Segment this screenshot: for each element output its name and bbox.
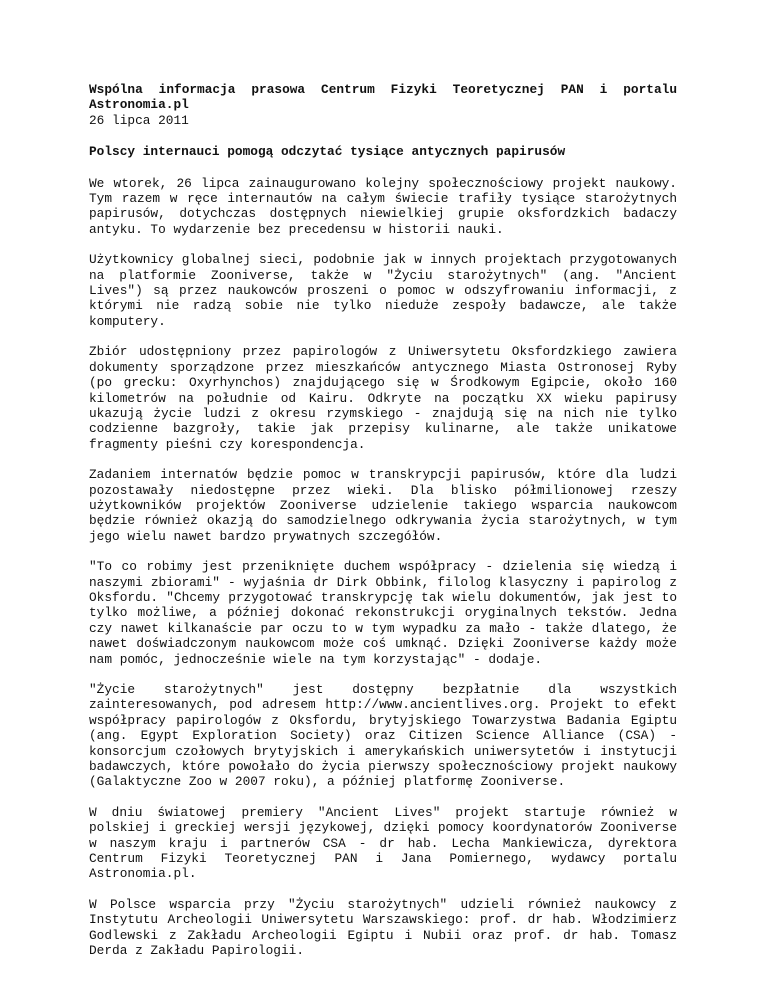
article-headline: Polscy internauci pomogą odczytać tysiące antycznych papirusów bbox=[89, 144, 566, 160]
paragraph-8: W Polsce wsparcia przy "Życiu starożytnych" udzieli również naukowcy z Instytutu Archeologii Uniwersytetu Warszawskiego: prof. dr hab. Włodzimierz Godlewski z Zakładu Archeologii Egiptu i Nubii oraz prof. dr hab. Tomasz Derda z Zakładu Papirologii. bbox=[89, 896, 677, 959]
paragraph-2: Użytkownicy globalnej sieci, podobnie jak w innych projektach przygotowanych na platformie Zooniverse, także w "Życiu starożytnych" (ang. "Ancient Lives") są przez naukowców proszeni o pomoc w odszyfrowaniu informacji, z którymi nie radzą sobie nie tylko nieduże zespoły badawcze, ale także komputery. bbox=[89, 252, 677, 329]
paragraph-5: "To co robimy jest przeniknięte duchem współpracy - dzielenia się wiedzą i naszymi zbiorami" - wyjaśnia dr Dirk Obbink, filolog klasyczny i papirolog z Oksfordu. "Chcemy przygotować transkrypcję tak wielu dokumentów, jak jest to tylko możliwe, a później dokonać rekonstrukcji oryginalnych tekstów. Jedna czy nawet kilkanaście par oczu to w tym wypadku za mało - także dlatego, że nawet doświadczonym naukowcom może coś umknąć. Dzięki Zooniverse każdy może nam pomóc, jednocześnie wiele na tym korzystając" - dodaje. bbox=[89, 559, 677, 667]
press-release-date: 26 lipca 2011 bbox=[89, 112, 189, 128]
press-release-title: Wspólna informacja prasowa Centrum Fizyki Teoretycznej PAN i portalu Astronomia.pl bbox=[89, 82, 677, 113]
document-page bbox=[89, 82, 677, 974]
paragraph-3: Zbiór udostępniony przez papirologów z Uniwersytetu Oksfordzkiego zawiera dokumenty sporządzone przez mieszkańców antycznego Miasta Ostronosej Ryby (po grecku: Oxyrhynchos) znajdującego się w Środkowym Egipcie, około 160 kilometrów na południe od Kairu. Odkryte na początku XX wieku papirusy ukazują życie ludzi z okresu rzymskiego - znajdują się na nich nie tylko codzienne bazgroły, takie jak przepisy kulinarne, ale także unikatowe fragmenty pieśni czy korespondencja. bbox=[89, 344, 677, 452]
paragraph-1: We wtorek, 26 lipca zainaugurowano kolejny społecznościowy projekt naukowy. Tym razem w ręce internautów na całym świecie trafiły tysiące starożytnych papirusów, dotychczas dostępnych niewielkiej grupie oksfordzkich badaczy antyku. To wydarzenie bez precedensu w historii nauki. bbox=[89, 175, 677, 237]
paragraph-6: "Życie starożytnych" jest dostępny bezpłatnie dla wszystkich zainteresowanych, pod adresem http://www.ancientlives.org. Projekt to efekt współpracy papirologów z Oksfordu, brytyjskiego Towarzystwa Badania Egiptu (ang. Egypt Exploration Society) oraz Citizen Science Alliance (CSA) - konsorcjum czołowych brytyjskich i amerykańskich uniwersytetów i instytucji badawczych, które powołało do życia pierwszy społecznościowy projekt naukowy (Galaktyczne Zoo w 2007 roku), a później platformę Zooniverse. bbox=[89, 682, 677, 790]
paragraph-7: W dniu światowej premiery "Ancient Lives" projekt startuje również w polskiej i greckiej wersji językowej, dzięki pomocy koordynatorów Zooniverse w naszym kraju i partnerów CSA - dr hab. Lecha Mankiewicza, dyrektora Centrum Fizyki Teoretycznej PAN i Jana Pomiernego, wydawcy portalu Astronomia.pl. bbox=[89, 804, 677, 882]
paragraph-4: Zadaniem internatów będzie pomoc w transkrypcji papirusów, które dla ludzi pozostawały niedostępne przez wieki. Dla blisko półmilionowej rzeszy użytkowników projektów Zooniverse udzielenie takiego wsparcia naukowcom będzie również okazją do samodzielnego odkrywania życia starożytnych, w tym jego wielu nawet bardzo prywatnych szczegółów. bbox=[89, 467, 677, 544]
